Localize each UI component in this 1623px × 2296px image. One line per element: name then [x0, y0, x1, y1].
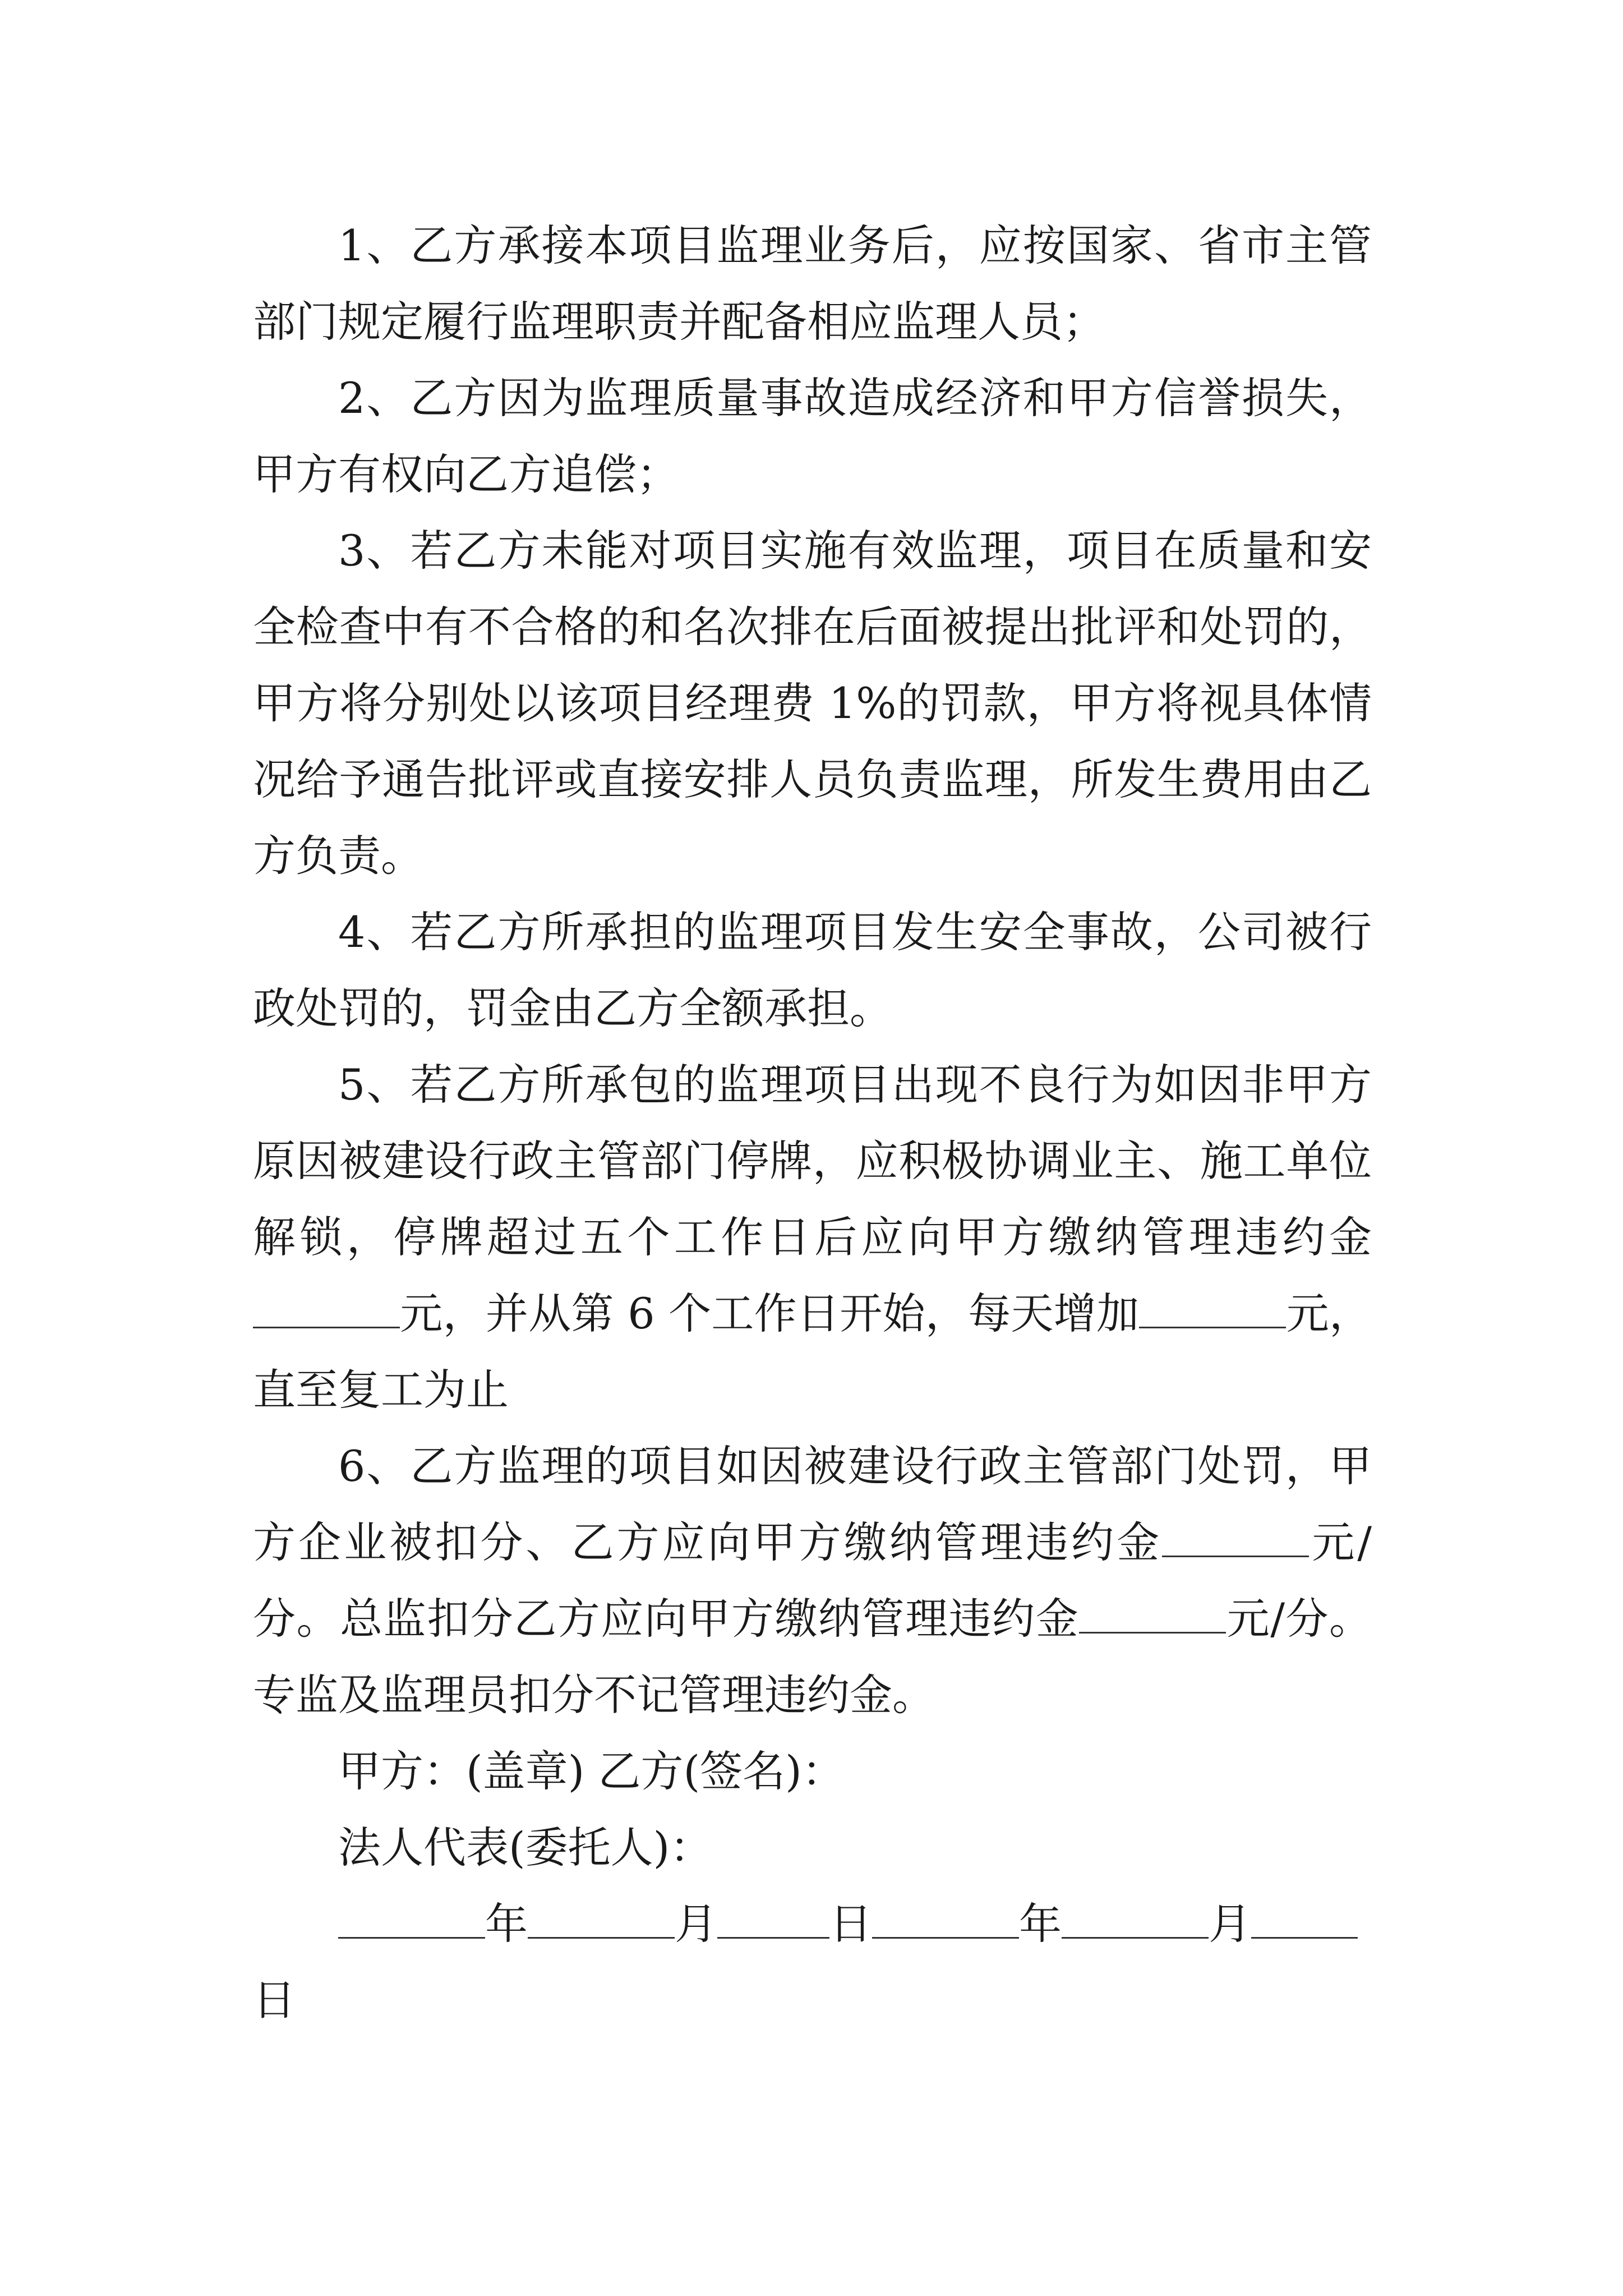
party-b-day-blank[interactable] [1251, 1899, 1358, 1939]
signature-legal-rep: 法人代表(委托人)： [338, 1823, 713, 1872]
penalty-amount-blank[interactable] [253, 1289, 400, 1328]
clause-6 [253, 1428, 1372, 1733]
party-b-year-blank[interactable] [872, 1899, 1019, 1939]
party-a-month-blank[interactable] [528, 1899, 675, 1939]
per-point-penalty-blank[interactable] [1162, 1517, 1309, 1557]
clause-6-text-a: 6、乙方监理的项目如因被建设行政主管部门处罚，甲方企业被扣分、乙方应向甲方缴纳管理违约金 [253, 1441, 1372, 1567]
month-label: 月 [675, 1899, 717, 1949]
chief-per-point-penalty-blank[interactable] [1079, 1594, 1226, 1634]
party-a-day-blank[interactable] [717, 1899, 829, 1939]
signature-parties: 甲方：(盖章) 乙方(签名)： [338, 1746, 845, 1796]
clause-2: 2、乙方因为监理质量事故造成经济和甲方信誉损失，甲方有权向乙方追偿； [253, 373, 1372, 499]
day-label: 日 [829, 1899, 872, 1949]
year-label: 年 [485, 1899, 528, 1949]
clause-5-text-b: 元，并从第 6 个工作日开始，每天增加 [400, 1289, 1140, 1338]
party-b-month-blank[interactable] [1062, 1899, 1209, 1939]
year-label-2: 年 [1019, 1899, 1062, 1949]
day-label-2: 日 [253, 1975, 296, 2025]
clause-5 [253, 1047, 1372, 1428]
signature-dates-tail [253, 1962, 1372, 2039]
month-label-2: 月 [1209, 1899, 1251, 1949]
clause-1: 1、乙方承接本项目监理业务后，应按国家、省市主管部门规定履行监理职责并配备相应监理人员； [253, 220, 1372, 347]
clause-5-text-a: 5、若乙方所承包的监理项目出现不良行为如因非甲方原因被建设行政主管部门停牌，应积极协调业主、施工单位解锁，停牌超过五个工作日后应向甲方缴纳管理违约金 [253, 1060, 1372, 1262]
clause-6-text-b: 元/分。总监扣分乙方应向甲方缴纳管理违约金 [253, 1517, 1372, 1644]
clause-3: 3、若乙方未能对项目实施有效监理，项目在质量和安全检查中有不合格的和名次排在后面被提出批评和处罚的，甲方将分别处以该项目经理费 1%的罚款，甲方将视具体情况给予通告批评或直接安排人员负责监理，所发生费用由乙方负责。 [253, 526, 1372, 881]
party-a-year-blank[interactable] [338, 1899, 485, 1939]
document-body [253, 208, 1372, 2039]
clause-5-text-c: 元，直至复工为止 [253, 1289, 1372, 1415]
signature-dates [253, 1886, 1372, 1962]
daily-increase-blank[interactable] [1139, 1289, 1286, 1328]
clause-4: 4、若乙方所承担的监理项目发生安全事故，公司被行政处罚的，罚金由乙方全额承担。 [253, 907, 1372, 1033]
clause-6-text-c: 元/分。专监及监理员扣分不记管理违约金。 [253, 1594, 1372, 1720]
